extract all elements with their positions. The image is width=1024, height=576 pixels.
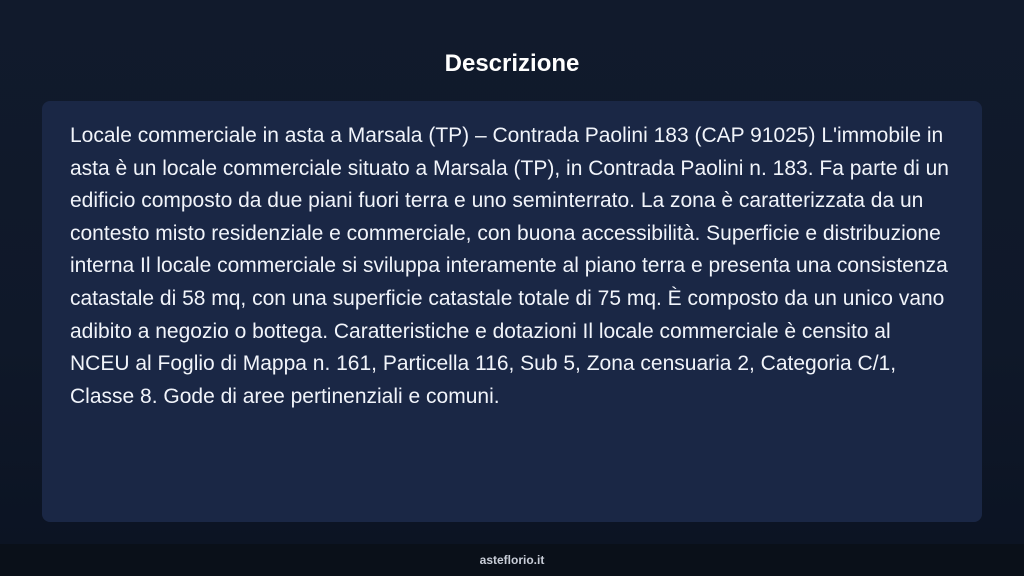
description-card: [42, 101, 982, 522]
description-text: Locale commerciale in asta a Marsala (TP) – Contrada Paolini 183 (CAP 91025) L'immobile in asta è un locale commerciale situato a Marsala (TP), in Contrada Paolini n. 183. Fa parte di un edificio composto da due piani fuori terra e uno seminterrato. La zona è caratterizzata da un contesto misto residenziale e commerciale, con buona accessibilità. Superficie e distribuzione interna Il locale commerciale si sviluppa interamente al piano terra e presenta una consistenza catastale di 58 mq, con una superficie catastale totale di 75 mq. È composto da un unico vano adibito a negozio o bottega. Caratteristiche e dotazioni Il locale commerciale è censito al NCEU al Foglio di Mappa n. 161, Particella 116, Sub 5, Zona censuaria 2, Categoria C/1, Classe 8. Gode di aree pertinenziali e comuni.: [70, 124, 949, 408]
footer-bar: [0, 544, 1024, 576]
footer-site-label: asteflorio.it: [479, 553, 545, 567]
page-title: Descrizione: [444, 50, 580, 77]
